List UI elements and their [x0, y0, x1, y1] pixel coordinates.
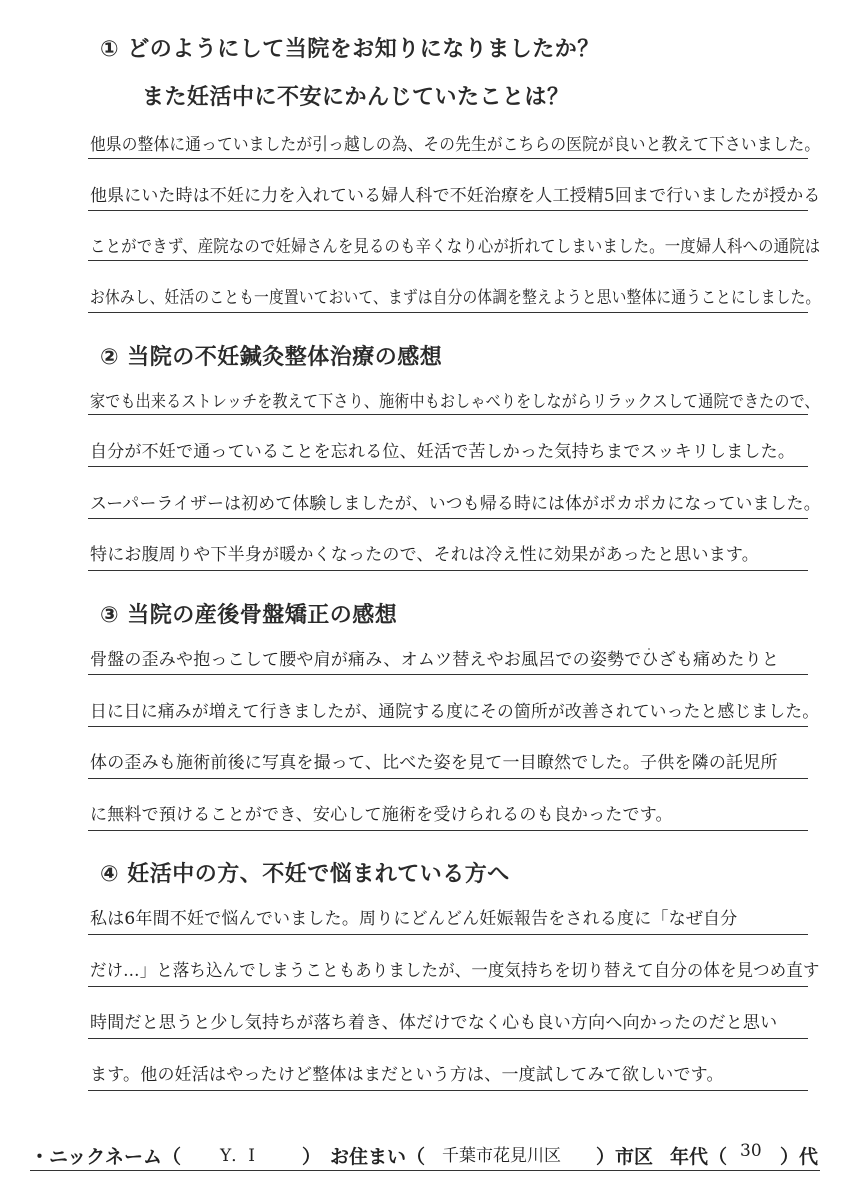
rule: [88, 1038, 808, 1039]
rule: [88, 260, 808, 261]
nickname-label: ・ニックネーム（: [30, 1146, 182, 1168]
rule: [88, 726, 808, 727]
section-1-answer-line-4: お休みし、妊活のことも一度置いておいて、まずは自分の体調を整えようと思い整体に通うことにしました。: [90, 288, 821, 308]
rule: [88, 518, 808, 519]
age-label: 年代（: [670, 1146, 728, 1168]
rule: [88, 312, 808, 313]
nickname-close: ）: [302, 1146, 322, 1168]
rule: [88, 210, 808, 211]
section-3-answer-line-3: 体の歪みも施術前後に写真を撮って、比べた姿を見て一目瞭然でした。子供を隣の託児所: [90, 753, 778, 773]
respondent-info: [30, 1138, 830, 1172]
rule: [88, 1090, 808, 1091]
section-3-answer-line-1: 骨盤の歪みや抱っこして腰や肩が痛み、オムツ替えやお風呂での姿勢でひざも痛めたりと: [90, 650, 780, 670]
section-4-answer-line-2: だけ…」と落ち込んでしまうこともありましたが、一度気持ちを切り替えて自分の体を見つめ直す: [90, 961, 820, 981]
age-close: ）代: [780, 1146, 819, 1168]
age-value: 30: [740, 1141, 762, 1161]
section-2-heading: ② 当院の不妊鍼灸整体治療の感想: [100, 345, 443, 370]
rule: [88, 158, 808, 159]
nickname-value: Y．I: [220, 1146, 255, 1166]
section-2-answer-line-4: 特にお腹周りや下半身が暖かくなったので、それは冷え性に効果があったと思います。: [90, 545, 759, 565]
rule: [88, 570, 808, 571]
address-close: ）市区: [596, 1146, 654, 1168]
section-2-answer-line-1: 家でも出来るストレッチを教えて下さり、施術中もおしゃべりをしながらリラックスして通院できたので、: [90, 392, 820, 412]
rule: [88, 986, 808, 987]
rule: [88, 414, 808, 415]
rule: [88, 674, 808, 675]
section-4-answer-line-3: 時間だと思うと少し気持ちが落ち着き、体だけでなく心も良い方向へ向かったのだと思い: [90, 1013, 778, 1033]
section-3-answer-line-2: 日に日に痛みが増えて行きましたが、通院する度にその箇所が改善されていったと感じました。: [90, 702, 820, 722]
rule: [88, 830, 808, 831]
address-value: 千葉市花見川区: [442, 1146, 561, 1166]
section-4-answer-line-4: ます。他の妊活はやったけど整体はまだという方は、一度試してみて欲しいです。: [90, 1065, 724, 1085]
section-1-answer-line-2: 他県にいた時は不妊に力を入れている婦人科で不妊治療を人工授精5回まで行いましたが授かる: [90, 186, 821, 206]
paper-speck: [648, 648, 650, 650]
footer-rule: [30, 1170, 820, 1171]
section-3-answer-line-4: に無料で預けることができ、安心して施術を受けられるのも良かったです。: [90, 805, 673, 825]
rule: [88, 466, 808, 467]
section-1-heading-line-1: ① どのようにして当院をお知りになりましたか？: [100, 37, 600, 62]
section-1-heading-line-2: また妊活中に不安にかんじていたことは？: [142, 85, 570, 110]
section-3-heading: ③ 当院の産後骨盤矯正の感想: [100, 603, 398, 628]
rule: [88, 778, 808, 779]
section-1-answer-line-3: ことができず、産院なので妊婦さんを見るのも辛くなり心が折れてしまいました。一度婦人科への通院は: [90, 237, 821, 257]
rule: [88, 934, 808, 935]
section-1-answer-line-1: 他県の整体に通っていましたが引っ越しの為、その先生がこちらの医院が良いと教えて下さいました。: [90, 135, 821, 155]
section-2-answer-line-2: 自分が不妊で通っていることを忘れる位、妊活で苦しかった気持ちまでスッキリしました。: [90, 442, 796, 462]
section-2-answer-line-3: スーパーライザーは初めて体験しましたが、いつも帰る時には体がポカポカになっていました。: [90, 494, 821, 514]
section-4-heading: ④ 妊活中の方、不妊で悩まれている方へ: [100, 862, 510, 887]
section-4-answer-line-1: 私は6年間不妊で悩んでいました。周りにどんどん妊娠報告をされる度に「なぜ自分: [90, 909, 738, 929]
address-label: お住まい（: [330, 1146, 426, 1168]
